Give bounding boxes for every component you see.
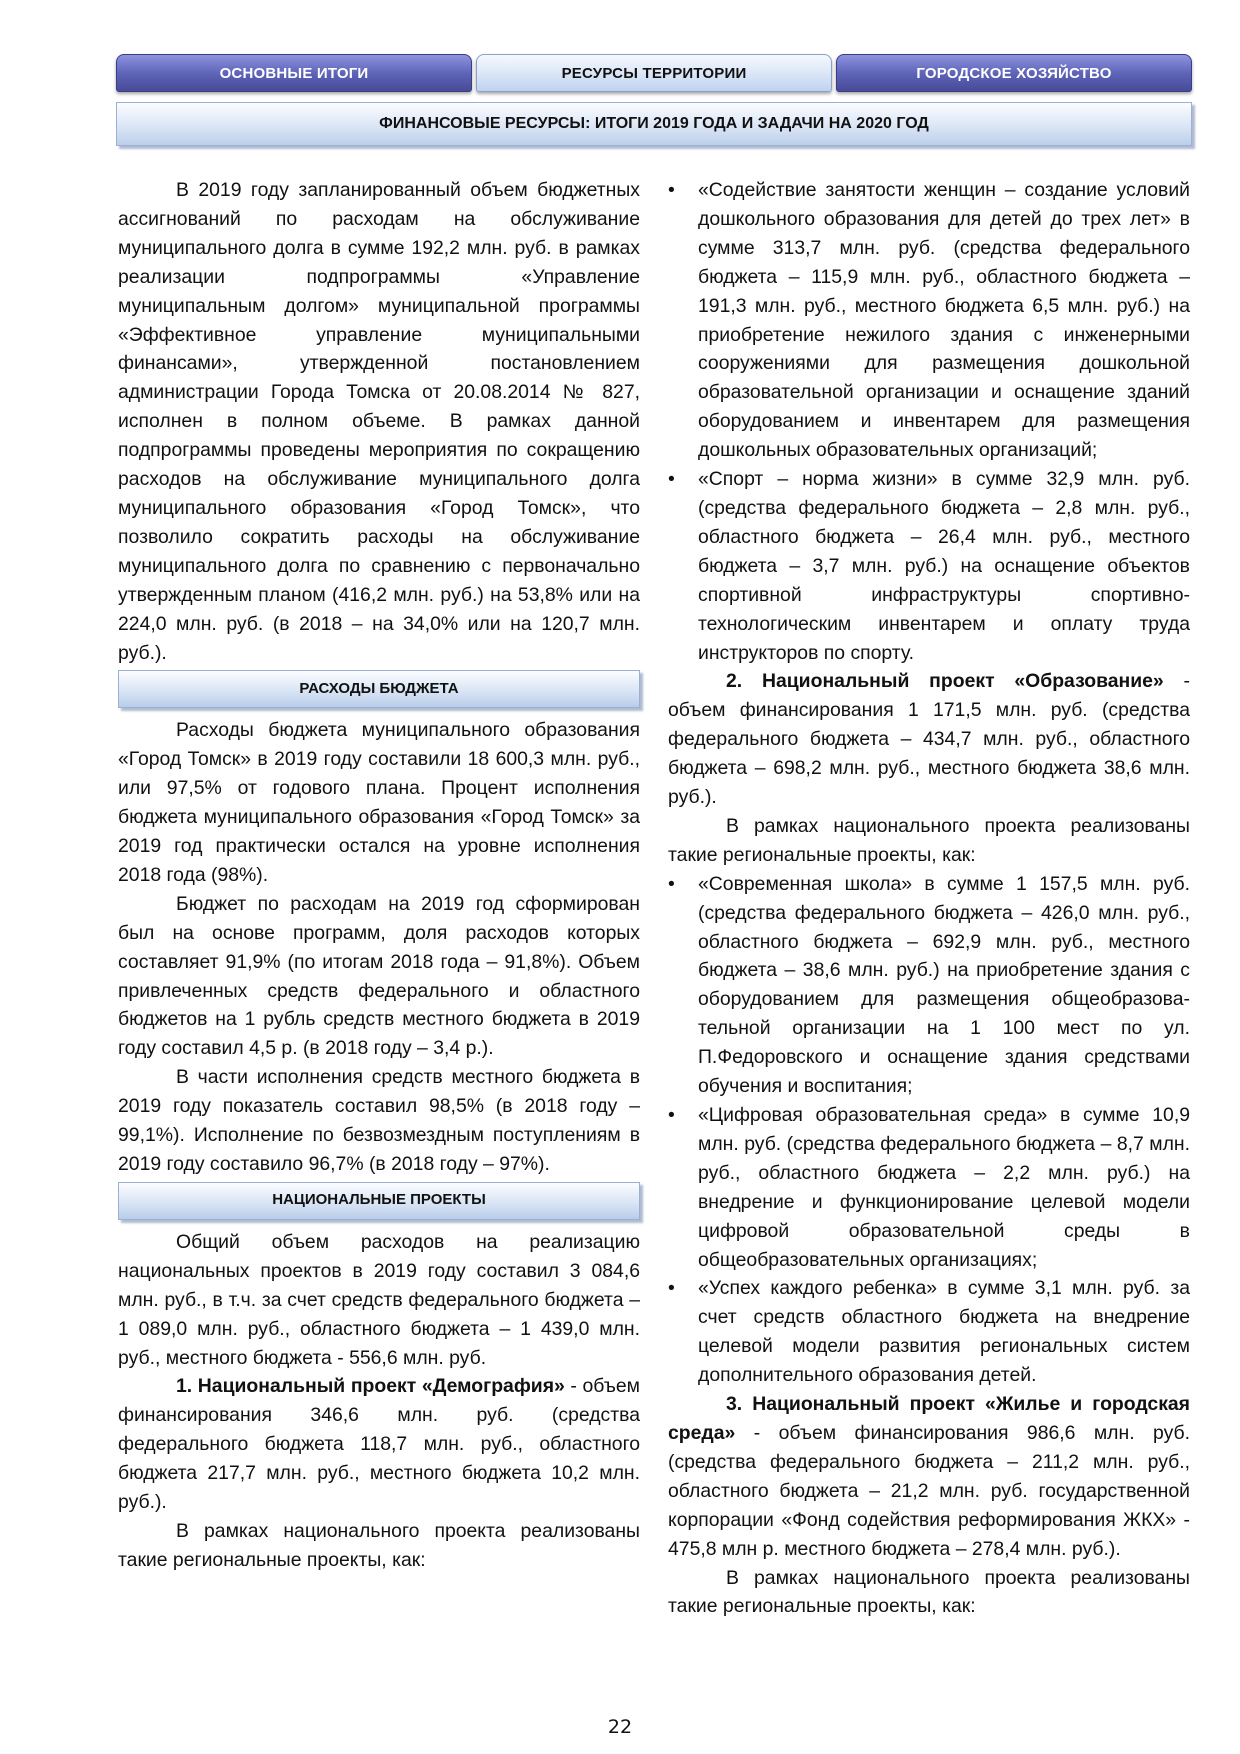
paragraph-project-demography — [118, 1372, 640, 1517]
list-item: • «Успех каждого ребенка» в сумме 3,1 млн. руб. за счет средств областного бюджета на внедрение целевой модели развития региональных систем дополнительного образования детей. — [668, 1274, 1190, 1390]
project-housing-title: 3. Национальный проект «Жилье и городская среда» — [668, 1393, 1190, 1444]
page-number: 22 — [607, 1716, 633, 1738]
paragraph-project-housing — [668, 1390, 1190, 1563]
paragraph-local-budget-execution: В части исполнения средств местного бюджета в 2019 году показатель составил 98,5% (в 2018 году – 99,1%). Исполнение по безвозмездным поступлениям в 2019 году составило 96,7% (в 2018 году – 97%). — [118, 1066, 640, 1175]
page-title: ФИНАНСОВЫЕ РЕСУРСЫ: ИТОГИ 2019 ГОДА И ЗАДАЧИ НА 2020 ГОД — [116, 102, 1192, 146]
tab-main-results[interactable]: ОСНОВНЫЕ ИТОГИ — [116, 54, 472, 92]
paragraph-debt-service: В 2019 году запланированный объем бюджетных ассигнований по расходам на обслуживание муниципального долга в сумме 192,2 млн. руб. в рамках реализации подпрограммы «Управление муниципальным долгом» муниципальной программы «Эффективное управление муниципальными финансами», утвержденной постановлением администрации Города Томска от 20.08.2014 № 827, исполнен в полном объеме. В рамках данной подпрограммы проведены мероприятия по сокращению расходов на обслуживание муниципального долга муниципального образования «Город Томск», что позволило сократить расходы на обслуживание муниципального долга по сравнению с первоначально утвержденным планом (416,2 млн. руб.) на 53,8% или на 224,0 млн. руб. (в 2018 – на 34,0% или на 120,7 млн. руб.). — [118, 179, 640, 664]
list-item: • «Цифровая образовательная среда» в сумме 10,9 млн. руб. (средства федерального бюджета – 8,7 млн. руб., областного бюджета – 2,2 млн. руб.) на внедрение и функционирование целевой модели цифровой образовательной среды в общеобразовательных организациях; — [668, 1101, 1190, 1274]
paragraph-regional-projects-intro: В рамках национального проекта реализованы такие региональные проекты, как: — [668, 814, 1190, 866]
paragraph-national-projects-total: Общий объем расходов на реализацию национальных проектов в 2019 году составил 3 084,6 млн. руб., в т.ч. за счет средств федерального бюджета – 1 089,0 млн. руб., областного бюджета – 1 439,0 млн. руб., местного бюджета - 556,6 млн. руб. — [118, 1230, 640, 1369]
project-demography-title: 1. Национальный проект «Демография» — [176, 1375, 565, 1398]
list-item: • «Спорт – норма жизни» в сумме 32,9 млн. руб. (средства федерального бюджета – 2,8 млн. руб., областного бюджета – 26,4 млн. руб., местного бюджета – 3,7 млн. руб.) на оснащение объектов спортивной инфраструктуры спортивно-технологическим инвентарем и оплату труда инструкторов по спорту. — [668, 465, 1190, 667]
right-column — [668, 176, 1190, 1621]
paragraph-regional-projects-intro: В рамках национального проекта реализованы такие региональные проекты, как: — [668, 1566, 1190, 1618]
section-tabs — [116, 54, 1192, 92]
paragraph-project-education — [668, 667, 1190, 812]
project-housing-text: - объем финансирования 986,6 млн. руб. (средства федерального бюджета – 211,2 млн. руб., областного бюджета – 21,2 млн. руб. государственной корпорации «Фонд содействия реформирования ЖКХ» - 475,8 млн р. местного бюджета – 278,4 млн. руб.). — [668, 1421, 1190, 1560]
list-demography-projects — [668, 176, 1190, 667]
list-item: • «Содействие занятости женщин – создание условий дошкольного образования для детей до трех лет» в сумме 313,7 млн. руб. (средства федерального бюджета – 115,9 млн. руб., областного бюджета – 191,3 млн. руб., местного бюджета 6,5 млн. руб.) на приобретение нежилого здания с инженерными сооружениями для размещения дошкольной образовательной организации и оснащение зданий оборудованием и инвентарем для размещения дошкольных образовательных организаций; — [668, 176, 1190, 465]
left-column — [118, 176, 640, 1575]
section-heading-budget-expenses: РАСХОДЫ БЮДЖЕТА — [118, 670, 640, 708]
paragraph-regional-projects-intro: В рамках национального проекта реализованы такие региональные проекты, как: — [118, 1519, 640, 1571]
project-education-title: 2. Национальный проект «Образование» — [726, 670, 1164, 693]
paragraph-budget-expenses: Расходы бюджета муниципального образования «Город Томск» в 2019 году составили 18 600,3 млн. руб., или 97,5% от годового плана. Процент исполнения бюджета муниципального образования «Город Томск» за 2019 год практически остался на уровне исполнения 2018 года (98%). — [118, 719, 640, 886]
tab-territory-resources[interactable]: РЕСУРСЫ ТЕРРИТОРИИ — [476, 54, 832, 92]
tab-city-economy[interactable]: ГОРОДСКОЕ ХОЗЯЙСТВО — [836, 54, 1192, 92]
list-education-projects — [668, 870, 1190, 1390]
project-demography-text: - объем финансирования 346,6 млн. руб. (средства федерального бюджета 118,7 млн. руб., областного бюджета 217,7 млн. руб., местного бюджета 10,2 млн. руб.). — [118, 1375, 640, 1514]
project-education-text: - объем финансирования 1 171,5 млн. руб. (средства федерального бюджета – 434,7 млн. руб., областного бюджета – 698,2 млн. руб., местного бюджета 38,6 млн. руб.). — [668, 670, 1190, 809]
section-heading-national-projects: НАЦИОНАЛЬНЫЕ ПРОЕКТЫ — [118, 1182, 640, 1220]
paragraph-budget-programs: Бюджет по расходам на 2019 год сформирован был на основе программ, доля расходов которых составляет 91,9% (по итогам 2018 года – 91,8%). Объем привлеченных средств федерального и областного бюджетов на 1 рубль средств местного бюджета в 2019 году составил 4,5 р. (в 2018 году – 3,4 р.). — [118, 892, 640, 1060]
list-item: • «Современная школа» в сумме 1 157,5 млн. руб. (средства федерального бюджета – 426,0 млн. руб., областного бюджета – 692,9 млн. руб., местного бюджета – 38,6 млн. руб.) на приобретение здания с оборудованием для размещения общеобразова-тельной организации на 1 100 мест по ул. П.Федоровского и оснащение здания средствами обучения и воспитания; — [668, 870, 1190, 1101]
